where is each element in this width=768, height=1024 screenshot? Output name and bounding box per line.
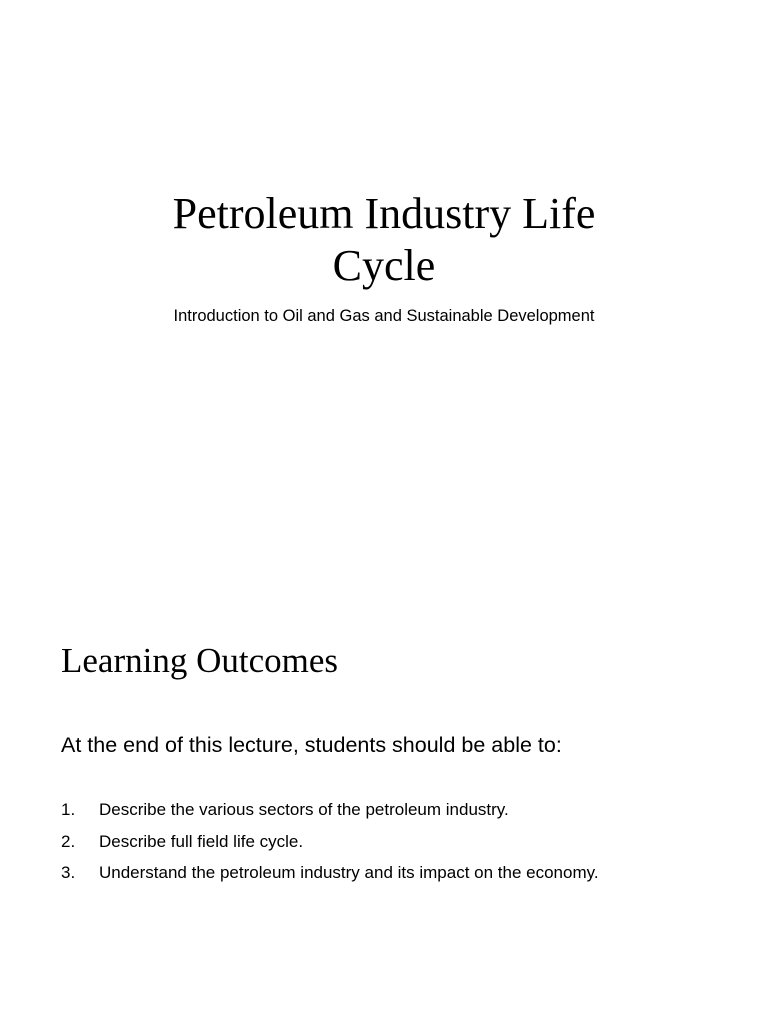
list-item-number: 2. <box>61 831 76 851</box>
learning-outcomes-intro: At the end of this lecture, students should be able to: <box>61 733 562 757</box>
learning-outcomes-slide <box>0 512 768 1024</box>
learning-outcomes-list <box>61 796 741 891</box>
list-item <box>61 796 741 828</box>
list-item <box>61 859 741 891</box>
list-item-number: 3. <box>61 863 76 882</box>
slide-title <box>84 188 684 292</box>
slide-title-line-2: Cycle <box>332 241 436 290</box>
list-item <box>61 828 741 860</box>
list-item-text: Describe full field life cycle. <box>99 831 304 851</box>
list-item-text: Describe the various sectors of the petroleum industry. <box>99 800 509 819</box>
learning-outcomes-heading: Learning Outcomes <box>61 641 338 680</box>
slide-subtitle: Introduction to Oil and Gas and Sustainable Development <box>173 307 595 325</box>
list-item-number: 1. <box>61 800 76 819</box>
slide-title-line-1: Petroleum Industry Life <box>172 189 596 238</box>
list-item-text: Understand the petroleum industry and its impact on the economy. <box>99 863 599 882</box>
